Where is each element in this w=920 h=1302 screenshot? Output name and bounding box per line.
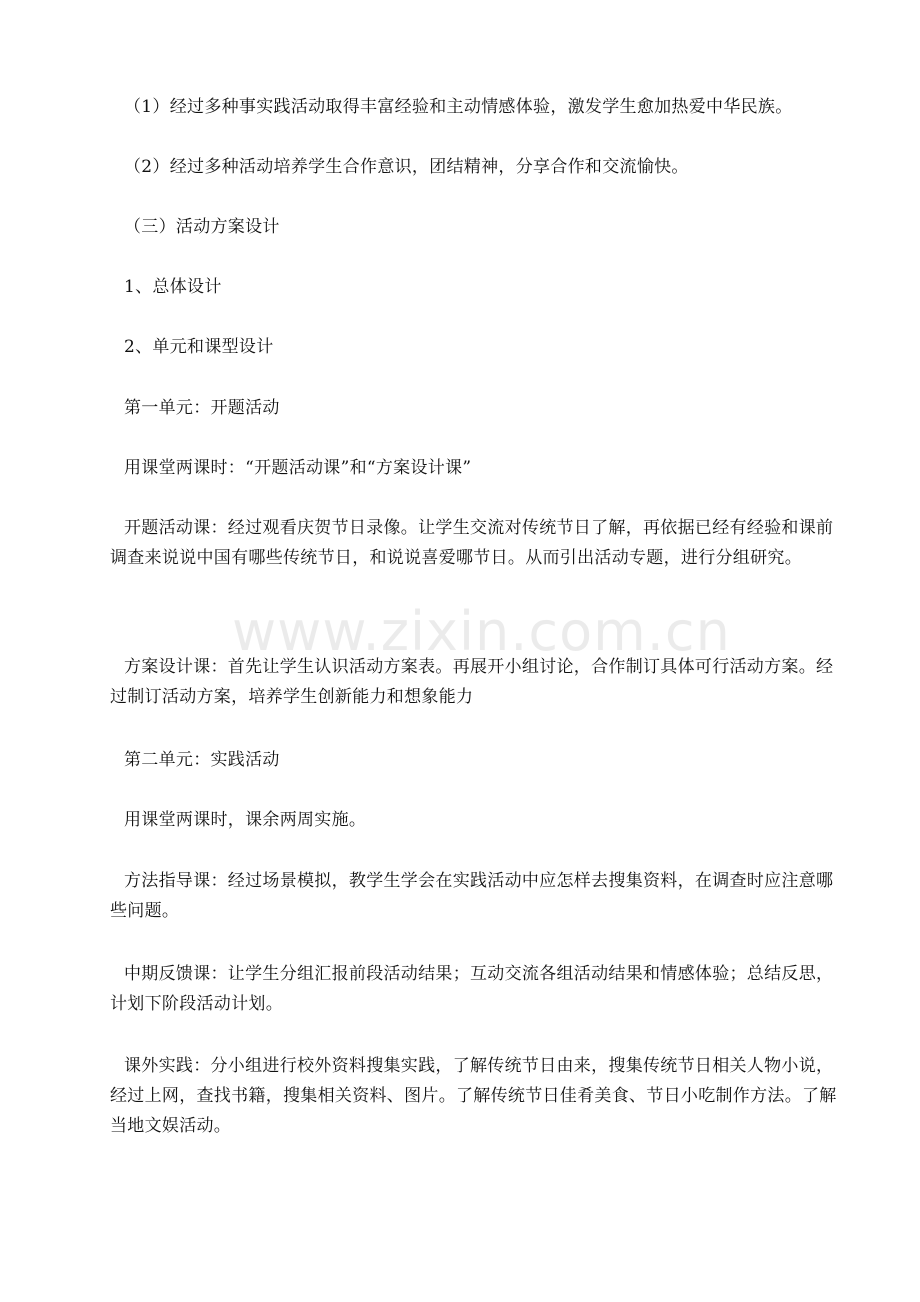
- heading-unit-design: 2、单元和课型设计: [124, 337, 274, 357]
- heading-unit-one: 第一单元：开题活动: [124, 398, 280, 418]
- paragraph-outdoor-practice: 课外实践：分小组进行校外资料搜集实践，了解传统节日由来，搜集传统节日相关人物小说，经过上网，查找书籍，搜集相关资料、图片。了解传统节日佳肴美食、节日小吃制作方法。了解当地文娱活动。: [110, 1056, 837, 1136]
- heading-overall-design: 1、总体设计: [124, 277, 222, 297]
- paragraph-unit-two-hours: 用课堂两课时，课余两周实施。: [124, 810, 367, 830]
- paragraph-plan-design-class: 方案设计课：首先让学生认识活动方案表。再展开小组讨论，合作制订具体可行活动方案。经过制订活动方案，培养学生创新能力和想象能力: [110, 657, 834, 707]
- paragraph-objective-2: （2）经过多种活动培养学生合作意识，团结精神，分享合作和交流愉快。: [124, 157, 689, 177]
- paragraph-method-guidance: 方法指导课：经过场景模拟，教学生学会在实践活动中应怎样去搜集资料，在调查时应注意哪些问题。: [110, 871, 834, 921]
- paragraph-midterm-feedback: 中期反馈课：让学生分组汇报前段活动结果；互动交流各组活动结果和情感体验；总结反思，计划下阶段活动计划。: [110, 964, 834, 1014]
- watermark-text: www.zixin.com.cn: [232, 600, 731, 663]
- heading-unit-two: 第二单元：实践活动: [124, 750, 280, 770]
- paragraph-opening-class: 开题活动课：经过观看庆贺节日录像。让学生交流对传统节日了解，再依据已经有经验和课前调查来说说中国有哪些传统节日，和说说喜爱哪节日。从而引出活动专题，进行分组研究。: [110, 518, 834, 568]
- paragraph-objective-1: （1）经过多种事实践活动取得丰富经验和主动情感体验，激发学生愈加热爱中华民族。: [124, 97, 793, 117]
- paragraph-unit-one-hours: 用课堂两课时：“开题活动课”和“方案设计课”: [124, 458, 472, 478]
- section-heading-activity-design: （三）活动方案设计: [124, 217, 280, 237]
